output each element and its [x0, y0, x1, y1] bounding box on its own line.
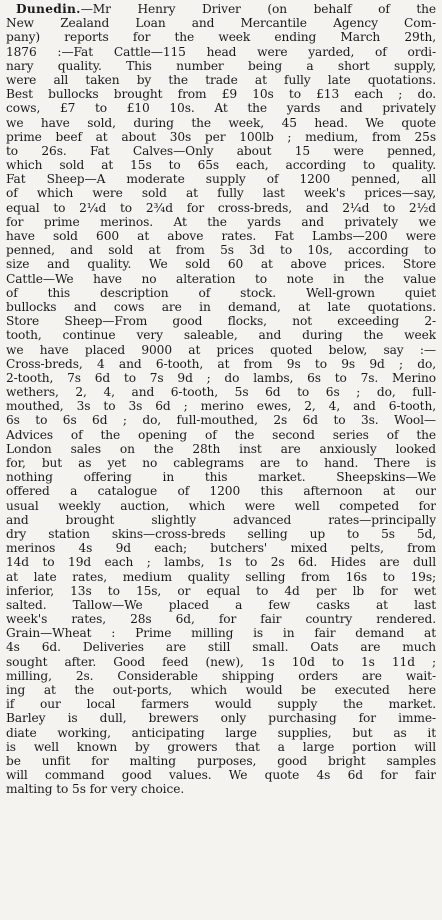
article-line-29: mouthed, 3s to 3s 6d ; merino ewes, 2, 4, and 6-tooth,	[6, 399, 436, 414]
article-line-15: equal to 2¼d to 2¾d for cross-breds, and 2¼d to 2½d	[6, 200, 436, 215]
article-line-33: for, but as yet no cablegrams are to hand. There is	[6, 456, 436, 470]
article-line-28: wethers, 2, 4, and 6-tooth, 5s 6d to 6s ; do, full-	[6, 385, 436, 400]
article-line-11: to 26s. Fat Calves—Only about 15 were penned,	[6, 143, 436, 158]
article-line-21: of this description of stock. Well-grown quiet	[6, 285, 436, 300]
article-line-48: milling, 2s. Considerable shipping orders are wait-	[6, 668, 436, 683]
article-line-42: inferior, 13s to 15s, or equal to 4d per lb for wet	[6, 583, 436, 598]
article-line-5: nary quality. This number being a short supply,	[6, 58, 436, 73]
article-line-32: London sales on the 28th inst are anxiously looked	[6, 441, 436, 456]
article-line-47: sought after. Good feed (new), 1s 10d to 1s 11d ;	[6, 654, 436, 669]
article-line-3: pany) reports for the week ending March 29th,	[6, 30, 436, 45]
article-line-53: is well known by growers that a large portion will	[6, 739, 436, 754]
article-line-25: we have placed 9000 at prices quoted below, say :—	[6, 342, 436, 357]
article-line-30: 6s to 6s 6d ; do, full-mouthed, 2s 6d to 3s. Wool—	[6, 413, 436, 428]
article-line-19: size and quality. We sold 60 at above prices. Store	[6, 257, 436, 272]
article-line-17: have sold 600 at above rates. Fat Lambs—200 were	[6, 229, 436, 243]
article-line-12: which sold at 15s to 65s each, according to quality.	[6, 158, 436, 173]
article-line-56: malting to 5s for very choice.	[6, 782, 185, 797]
article-line-44: week's rates, 28s 6d, for fair country rendered.	[6, 612, 436, 627]
article-line-45: Grain—Wheat : Prime milling is in fair demand at	[6, 626, 436, 641]
article-line-40: 14d to 19d each ; lambs, 1s to 2s 6d. Hides are dull	[6, 555, 436, 570]
article-line-18: penned, and sold at from 5s 3d to 10s, according to	[6, 243, 436, 258]
article-line-36: usual weekly auction, which were well competed for	[6, 498, 436, 513]
article-line-38: dry station skins—cross-breds selling up to 5s 5d,	[6, 526, 436, 541]
article-line-26: Cross-breds, 4 and 6-tooth, at from 9s to 9s 9d ; do,	[6, 356, 436, 371]
article-line-27: 2-tooth, 7s 6d to 7s 9d ; do lambs, 6s to 7s. Merino	[6, 370, 436, 385]
article-line-20: Cattle—We have no alteration to note in the value	[6, 271, 436, 286]
article-line-52: diate working, anticipating large supplies, but as it	[6, 725, 436, 740]
article-line-22: bullocks and cows are in demand, at late quotations.	[6, 299, 436, 314]
article-line-7: Best bullocks brought from £9 10s to £13 each ; do.	[6, 87, 436, 102]
article-line-10: prime beef at about 30s per 100lb ; medium, from 25s	[6, 129, 436, 144]
article-line-8: cows, £7 to £10 10s. At the yards and privately	[6, 101, 436, 116]
article-line-31: Advices of the opening of the second series of the	[6, 427, 436, 442]
article-line-54: be unfit for malting purposes, good bright samples	[6, 753, 436, 768]
article-line-1: Dunedin.—Mr Henry Driver (on behalf of the	[16, 2, 436, 16]
article-line-4: 1876 :—Fat Cattle—115 head were yarded, of ordi-	[6, 44, 436, 59]
article-line-39: merinos 4s 9d each; butchers' mixed pelts, from	[6, 541, 436, 556]
article-heading: Dunedin.	[16, 2, 81, 16]
article-line-43: salted. Tallow—We placed a few casks at last	[6, 597, 436, 612]
article-line-16: for prime merinos. At the yards and privately we	[6, 214, 436, 229]
article-line-23: Store Sheep—From good flocks, not exceeding 2-	[6, 314, 436, 329]
article-line-46: 4s 6d. Deliveries are still small. Oats are much	[6, 640, 436, 655]
article-line-2: New Zealand Loan and Mercantile Agency Com-	[6, 16, 436, 31]
article-line-37: and brought slightly advanced rates—principally	[6, 512, 436, 527]
article-line-49: ing at the out-ports, which would be executed here	[6, 683, 436, 697]
article-line-24: tooth, continue very saleable, and during the week	[6, 328, 436, 343]
article-line-51: Barley is dull, brewers only purchasing for imme-	[6, 711, 436, 726]
article-line-14: of which were sold at fully last week's prices—say,	[6, 186, 436, 201]
article-line-34: nothing offering in this market. Sheepskins—We	[6, 470, 436, 485]
article-line-35: offered a catalogue of 1200 this afternoon at our	[6, 484, 436, 499]
article-line-9: we have sold, during the week, 45 head. We quote	[6, 115, 436, 130]
article-line-41: at late rates, medium quality selling from 16s to 19s;	[6, 569, 436, 584]
article-line-50: if our local farmers would supply the market.	[6, 697, 436, 712]
article-line-13: Fat Sheep—A moderate supply of 1200 penned, all	[6, 172, 436, 187]
article-line-6: were all taken by the trade at fully late quotations.	[6, 72, 436, 87]
article-line-55: will command good values. We quote 4s 6d for fair	[6, 768, 436, 783]
